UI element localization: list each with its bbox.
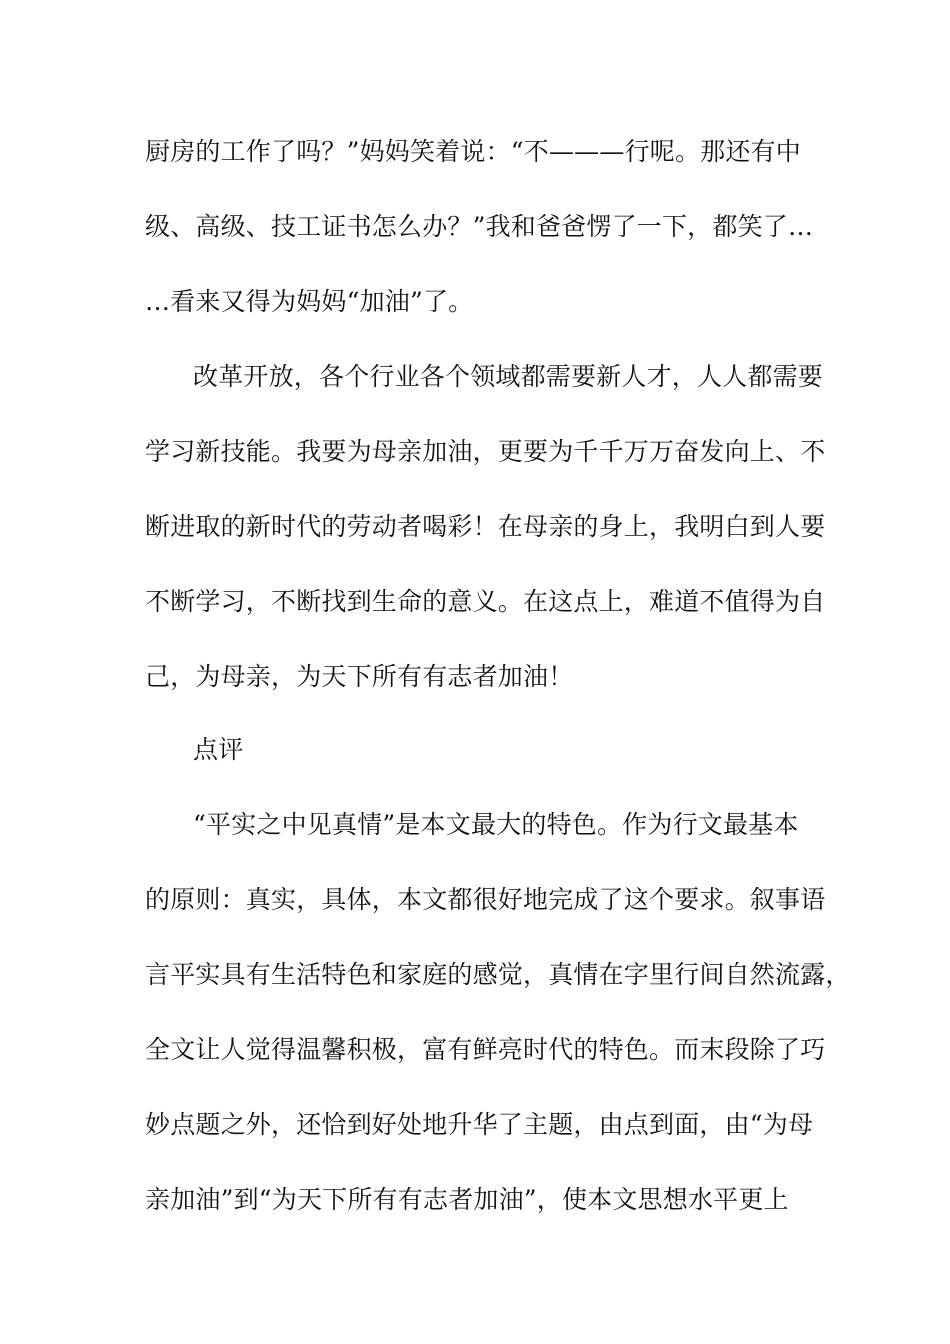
text-line: 的原则：真实，具体，本文都很好地完成了这个要求。叙事语 [145,885,826,914]
text-line: 不断学习，不断找到生命的意义。在这点上，难道不值得为自 [145,587,826,616]
section-heading: 点评 [193,735,244,764]
text-line: 学习新技能。我要为母亲加油，更要为千千万万奋发向上、不 [145,437,826,466]
text-line: 全文让人觉得温馨积极，富有鲜亮时代的特色。而末段除了巧 [145,1035,826,1064]
text-line: 妙点题之外，还恰到好处地升华了主题，由点到面，由“为母 [145,1110,814,1139]
text-line: 断进取的新时代的劳动者喝彩！在母亲的身上，我明白到人要 [145,512,826,541]
text-line: …看来又得为妈妈“加油”了。 [145,287,474,316]
text-line: 亲加油”到“为天下所有有志者加油”，使本文思想水平更上 [145,1185,789,1214]
paragraph-first-line: “平实之中见真情”是本文最大的特色。作为行文最基本 [193,810,799,839]
paragraph-first-line: 改革开放，各个行业各个领域都需要新人才，人人都需要 [193,362,824,391]
text-line: 级、高级、技工证书怎么办？”我和爸爸愣了一下，都笑了… [145,212,814,241]
text-line: 言平实具有生活特色和家庭的感觉，真情在字里行间自然流露， [145,960,851,989]
text-line: 己，为母亲，为天下所有有志者加油！ [145,662,574,691]
text-line: 厨房的工作了吗？”妈妈笑着说：“不———行呢。那还有中 [145,137,801,166]
